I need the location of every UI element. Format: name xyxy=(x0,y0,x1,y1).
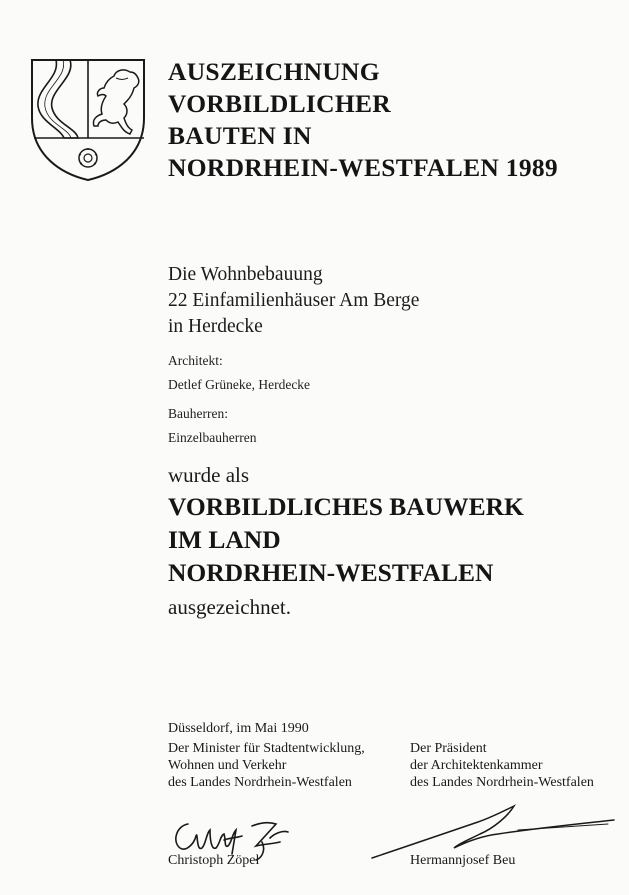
award-heading xyxy=(168,490,524,589)
signatory-line: Der Präsident xyxy=(410,741,487,756)
signatory-line: Der Minister für Stadtentwicklung, xyxy=(168,741,365,756)
owners-value: Einzelbauherren xyxy=(168,430,257,445)
title-line: NORDRHEIN-WESTFALEN 1989 xyxy=(168,153,558,182)
award-line: IM LAND xyxy=(168,525,281,554)
award-line: VORBILDLICHES BAUWERK xyxy=(168,492,524,521)
signatory-line: der Architektenkammer xyxy=(410,758,543,773)
signatory-right-name: Hermannjosef Beu xyxy=(410,853,516,868)
award-intro: wurde als xyxy=(168,463,250,487)
signatory-left-title xyxy=(168,740,365,791)
certificate-title xyxy=(168,56,558,184)
nrw-coat-of-arms-icon xyxy=(30,58,146,182)
signatory-line: des Landes Nordrhein-Westfalen xyxy=(410,775,594,790)
architect-value: Detlef Grüneke, Herdecke xyxy=(168,377,311,392)
award-outro: ausgezeichnet. xyxy=(168,595,292,619)
owners-label: Bauherren: xyxy=(168,406,228,421)
place-date: Düsseldorf, im Mai 1990 xyxy=(168,721,309,736)
title-line: VORBILDLICHER xyxy=(168,89,392,118)
signatory-left-name: Christoph Zöpel xyxy=(168,853,260,868)
signatory-right-title xyxy=(410,740,594,791)
award-line: NORDRHEIN-WESTFALEN xyxy=(168,558,494,587)
project-description xyxy=(168,262,419,340)
title-line: AUSZEICHNUNG xyxy=(168,57,380,86)
project-line: 22 Einfamilienhäuser Am Berge xyxy=(168,290,420,311)
architect-label: Architekt: xyxy=(168,353,223,368)
signatory-line: Wohnen und Verkehr xyxy=(168,758,287,773)
title-line: BAUTEN IN xyxy=(168,121,312,150)
project-line: in Herdecke xyxy=(168,316,263,337)
signatory-line: des Landes Nordrhein-Westfalen xyxy=(168,775,352,790)
project-line: Die Wohnbebauung xyxy=(168,264,323,285)
